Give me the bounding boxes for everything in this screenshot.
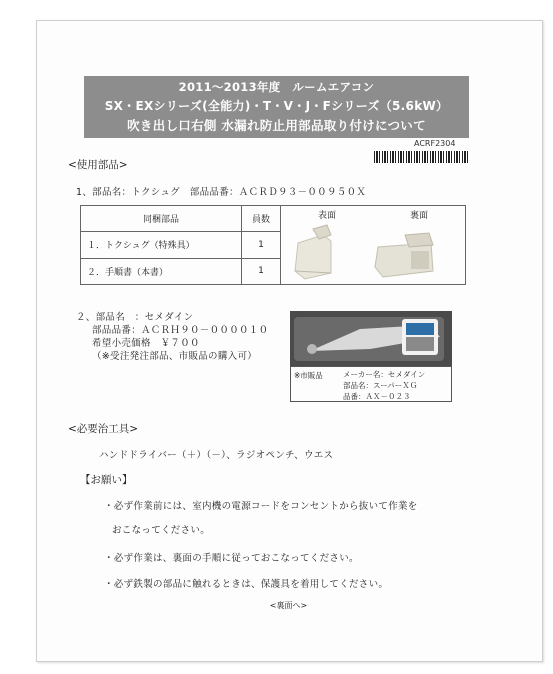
row2-name: ２．手順書（本書） [81, 258, 242, 284]
table-header-name: 同梱部品 [81, 206, 242, 232]
caption-part-number: 品番：ＡＸ－０２３ [343, 392, 411, 401]
tools-line: ハンドドライバー（＋）（－）、ラジオペンチ、ウエス [99, 450, 334, 461]
footer-note: <裏面へ> [269, 601, 308, 610]
title-banner [84, 76, 469, 138]
barcode [374, 151, 469, 163]
title-line-2: SX・EXシリーズ(全能力)・T・V・J・Fシリーズ（5.6kW） [104, 99, 449, 113]
section-request: 【お願い】 [80, 474, 133, 486]
caption-left: ※市販品 [294, 371, 323, 380]
part-photo-image [283, 221, 463, 281]
request-line-3: ・必ず作業は、裏面の手順に従っておこなってください。 [104, 553, 359, 564]
caption-maker: メーカー名：セメダイン [343, 370, 426, 379]
section-tools: <必要治工具> [68, 423, 139, 435]
part-photo-cell [281, 206, 466, 285]
part2-line-2: 部品品番：ＡＣＲＨ９０－００００１０ [92, 325, 269, 336]
glue-tube-photo [290, 311, 452, 366]
glue-tube-icon [290, 311, 452, 366]
glue-caption [290, 366, 452, 402]
table-header-qty: 員数 [242, 206, 281, 232]
parts-table [80, 205, 466, 285]
request-line-4: ・必ず鉄製の部品に触れるときは、保護具を着用してください。 [104, 579, 389, 590]
row2-qty: 1 [242, 258, 281, 284]
request-line-2: おこなってください。 [112, 525, 211, 536]
part2-line-1: ２、部品名 ：セメダイン [76, 312, 194, 323]
back-label: 裏面 [409, 211, 428, 221]
part-back-icon [375, 233, 433, 277]
part2-line-3: 希望小売価格 ￥７００ [92, 338, 200, 349]
row1-name: １．トクシュグ（特殊具） [81, 232, 242, 258]
part1-line: 1、部品名：トクシュグ 部品品番：ＡＣＲＤ９３－００９５０Ｘ [76, 187, 367, 198]
request-line-1: ・必ず作業前には、室内機の電源コードをコンセントから抜いて作業を [104, 501, 418, 512]
title-line-3: 吹き出し口右側 水漏れ防止用部品取り付けについて [127, 118, 426, 133]
section-parts-used: <使用部品> [68, 159, 128, 171]
document-code: ACRF2304 [414, 139, 456, 148]
title-line-1: 2011～2013年度 ルームエアコン [178, 80, 375, 94]
part-front-icon [295, 225, 331, 279]
front-label: 表面 [317, 211, 336, 221]
caption-part-name: 部品名：スーパーＸＧ [343, 381, 418, 390]
row1-qty: 1 [242, 232, 281, 258]
part2-line-4: （※受注発注部品、市販品の購入可） [92, 351, 258, 362]
